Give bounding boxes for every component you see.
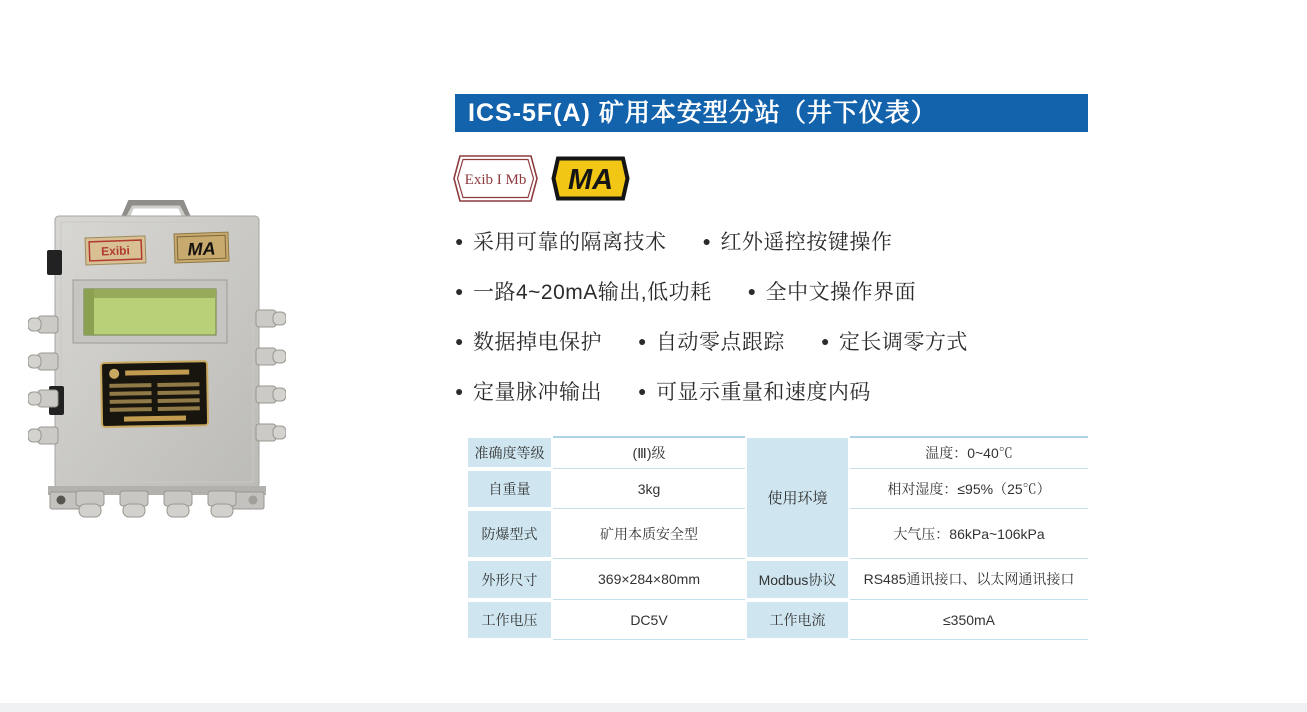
feature-line bbox=[455, 216, 1091, 266]
spec-value: 大气压：86kPa~106kPa bbox=[850, 509, 1088, 559]
feature-item bbox=[638, 326, 785, 356]
device-glands-left bbox=[28, 316, 58, 444]
spec-value: DC5V bbox=[553, 600, 745, 640]
bullet-icon: ● bbox=[455, 233, 464, 249]
device-bottom bbox=[48, 486, 266, 517]
spec-label: 工作电流 bbox=[745, 600, 850, 640]
exib-badge-label: Exib I Mb bbox=[464, 172, 527, 188]
spec-label: 防爆型式 bbox=[466, 509, 553, 559]
spec-value: 温度：0~40℃ bbox=[850, 436, 1088, 469]
certification-badges bbox=[453, 155, 1091, 202]
bullet-icon: ● bbox=[455, 383, 464, 399]
feature-item bbox=[455, 276, 712, 306]
feature-text: 自动零点跟踪 bbox=[655, 331, 785, 354]
feature-line bbox=[455, 266, 1091, 316]
feature-item bbox=[638, 376, 871, 406]
feature-text: 数据掉电保护 bbox=[472, 331, 602, 354]
spec-label: 外形尺寸 bbox=[466, 559, 553, 600]
spec-value: (Ⅲ)级 bbox=[553, 436, 745, 469]
device-exibi-label: Exibi bbox=[100, 243, 131, 259]
feature-text: 定量脉冲输出 bbox=[472, 381, 602, 404]
bullet-icon: ● bbox=[747, 283, 757, 299]
spec-value: 相对湿度：≤95%（25℃） bbox=[850, 469, 1088, 509]
product-title-bar: ICS-5F(A) 矿用本安型分站（井下仪表） bbox=[455, 94, 1088, 132]
feature-list bbox=[455, 216, 1091, 416]
exib-badge-icon bbox=[453, 155, 538, 202]
ma-badge-icon bbox=[551, 156, 630, 201]
bullet-icon: ● bbox=[637, 383, 647, 399]
feature-text: 采用可靠的隔离技术 bbox=[472, 231, 667, 254]
bullet-icon: ● bbox=[820, 333, 830, 349]
spec-table bbox=[466, 436, 1088, 640]
device-ma-plate bbox=[174, 232, 229, 263]
feature-item bbox=[821, 326, 968, 356]
feature-item bbox=[455, 326, 602, 356]
bullet-icon: ● bbox=[702, 233, 712, 249]
device-ma-label: MA bbox=[187, 238, 216, 260]
feature-text: 可显示重量和速度内码 bbox=[655, 381, 871, 404]
spec-value: RS485通讯接口、以太网通讯接口 bbox=[850, 559, 1088, 600]
device-exibi-plate bbox=[85, 236, 146, 265]
bottom-strip bbox=[0, 703, 1307, 712]
bullet-icon: ● bbox=[455, 283, 464, 299]
feature-item bbox=[702, 226, 892, 256]
spec-label: Modbus协议 bbox=[745, 559, 850, 600]
feature-line bbox=[455, 316, 1091, 366]
feature-item bbox=[748, 276, 916, 306]
spec-value: 369×284×80mm bbox=[553, 559, 745, 600]
spec-value: 矿用本质安全型 bbox=[553, 509, 745, 559]
bullet-icon: ● bbox=[455, 333, 464, 349]
device-glands-right bbox=[256, 310, 286, 441]
feature-text: 定长调零方式 bbox=[838, 331, 968, 354]
product-content bbox=[455, 94, 1091, 640]
spec-label: 自重量 bbox=[466, 469, 553, 509]
spec-label-environment: 使用环境 bbox=[745, 436, 850, 559]
device-lcd bbox=[73, 280, 227, 343]
device-photo bbox=[28, 198, 286, 520]
bullet-icon: ● bbox=[637, 333, 647, 349]
spec-label: 准确度等级 bbox=[466, 436, 553, 469]
feature-text: 红外遥控按键操作 bbox=[720, 231, 893, 254]
spec-label: 工作电压 bbox=[466, 600, 553, 640]
spec-value: 3kg bbox=[553, 469, 745, 509]
feature-item bbox=[455, 376, 602, 406]
feature-text: 全中文操作界面 bbox=[765, 281, 917, 304]
ma-badge-label: MA bbox=[567, 164, 614, 196]
feature-item bbox=[455, 226, 666, 256]
device-latch-top bbox=[47, 250, 62, 275]
spec-value: ≤350mA bbox=[850, 600, 1088, 640]
feature-line bbox=[455, 366, 1091, 416]
device-nameplate bbox=[101, 361, 208, 427]
feature-text: 一路4~20mA输出,低功耗 bbox=[472, 281, 712, 304]
device-illustration bbox=[28, 198, 286, 520]
